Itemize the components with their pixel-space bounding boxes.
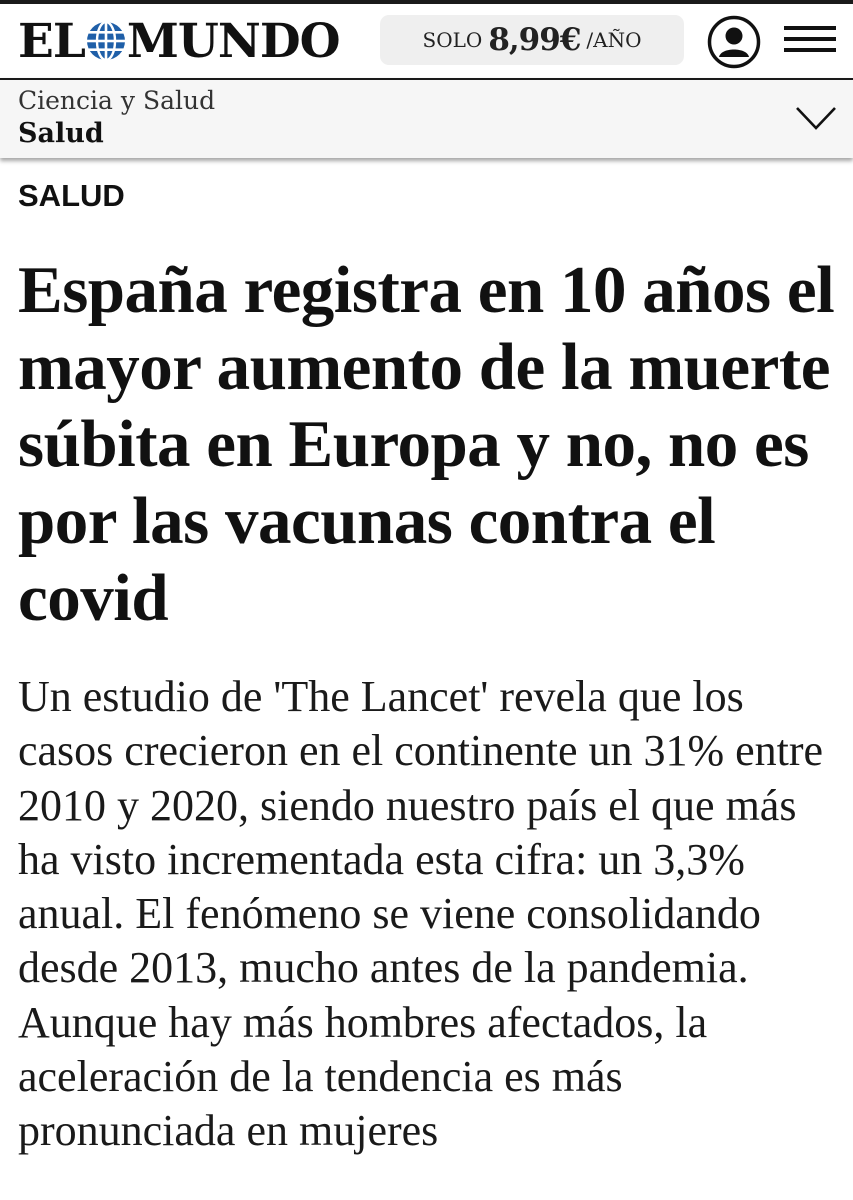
promo-suffix: /AÑO (586, 28, 642, 52)
promo-prefix: SOLO (422, 28, 483, 52)
chevron-down-icon[interactable] (794, 104, 838, 132)
site-header (0, 4, 853, 78)
logo-text-right: MUNDO (126, 13, 340, 69)
section-tag[interactable]: SALUD (18, 178, 125, 213)
el-mundo-logo[interactable] (18, 14, 340, 68)
article-subtitle: Un estudio de 'The Lancet' revela que los casos crecieron en el continente un 31% entre 2010 y 2020, siendo nuestro país el que más ha visto incrementada esta cifra: un 3,3% anual. El fenómeno se viene consolidando desde 2013, mucho antes de la pandemia. Aunque hay más hombres afectados, la aceleración de la tendencia es más pronunciada en mujeres (18, 672, 824, 1156)
hamburger-menu-icon[interactable] (784, 26, 836, 56)
subscription-promo-button[interactable] (380, 15, 684, 65)
globe-icon (86, 21, 126, 61)
logo-text-left: EL (18, 13, 85, 69)
section-navigation[interactable] (0, 78, 853, 158)
breadcrumb-parent[interactable]: Ciencia y Salud (18, 86, 216, 115)
promo-price: 8,99€ (488, 22, 581, 58)
article-headline: España registra en 10 años el mayor aumento de la muerte súbita en Europa y no, no es por las vacunas contra el covid (18, 253, 835, 635)
user-account-icon[interactable] (707, 15, 761, 69)
breadcrumb-current[interactable]: Salud (18, 118, 104, 149)
